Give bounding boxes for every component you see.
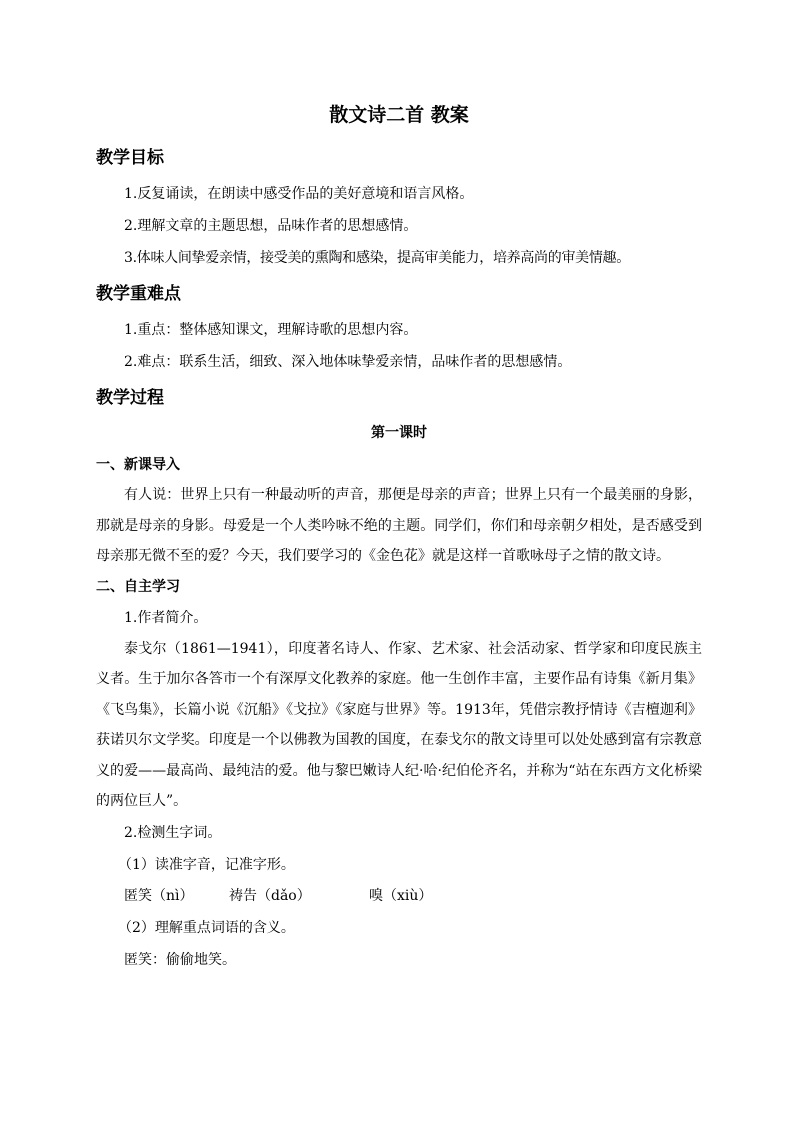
lesson-title: 第一课时 xyxy=(371,425,427,441)
vocab-item: 匿笑（nì） xyxy=(124,887,194,904)
vocab-item: 嗅（xiù） xyxy=(369,887,433,904)
objective-item-3: 3.体味人间挚爱亲情，接受美的熏陶和感染，提高审美能力，培养高尚的审美情趣。 xyxy=(124,250,630,266)
objectives-heading: 教学目标 xyxy=(96,148,164,168)
part2-heading: 二、自主学习 xyxy=(96,578,180,595)
process-heading: 教学过程 xyxy=(96,388,164,408)
key-points-heading: 教学重难点 xyxy=(96,284,181,304)
intro-paragraph: 有人说：世界上只有一种最动听的声音，那便是母亲的声音；世界上只有一个最美丽的身影，那就是母亲的身影。母爱是一个人类吟咏不绝的主题。同学们，你们和母亲朝夕相处，是否感受到母亲那无微不至的爱？今天，我们要学习的《金色花》就是这样一首歌咏母子之情的散文诗。 xyxy=(96,487,702,564)
vocab-sub2: （2）理解重点词语的含义。 xyxy=(118,919,295,936)
vocab-definition: 匿笑：偷偷地笑。 xyxy=(124,951,236,968)
part1-heading: 一、新课导入 xyxy=(96,457,180,473)
document-title: 散文诗二首 教案 xyxy=(329,104,469,126)
author-paragraph: 泰戈尔（1861—1941），印度著名诗人、作家、艺术家、社会活动家、哲学家和印度民族主义者。生于加尔各答市一个有深厚文化教养的家庭。他一生创作丰富，主要作品有诗集《新月集》《飞鸟集》，长篇小说《沉船》《戈拉》《家庭与世界》等。1913年，凭借宗教抒情诗《吉檀迦利》获诺贝尔文学奖。印度是一个以佛教为国教的国度，在泰戈尔的散文诗里可以处处感到富有宗教意义的爱——最高尚、最纯洁的爱。他与黎巴嫩诗人纪·哈·纪伯伦齐名，并称为“站在东西方文化桥梁的两位巨人”。 xyxy=(96,640,702,809)
author-intro-label: 1.作者简介。 xyxy=(124,609,208,626)
key-point-item-2: 2.难点：联系生活，细致、深入地体味挚爱亲情，品味作者的思想感情。 xyxy=(124,354,572,370)
vocab-row xyxy=(96,881,702,912)
vocab-sub1: （1）读准字音，记准字形。 xyxy=(118,856,295,873)
vocab-item: 祷告（dǎo） xyxy=(229,887,311,904)
document-content xyxy=(96,100,702,976)
objective-item-1: 1.反复诵读，在朗读中感受作品的美好意境和语言风格。 xyxy=(124,186,474,202)
vocab-test-label: 2.检测生字词。 xyxy=(124,824,222,841)
objective-item-2: 2.理解文章的主题思想，品味作者的思想感情。 xyxy=(124,218,418,234)
key-point-item-1: 1.重点：整体感知课文，理解诗歌的思想内容。 xyxy=(124,322,418,338)
